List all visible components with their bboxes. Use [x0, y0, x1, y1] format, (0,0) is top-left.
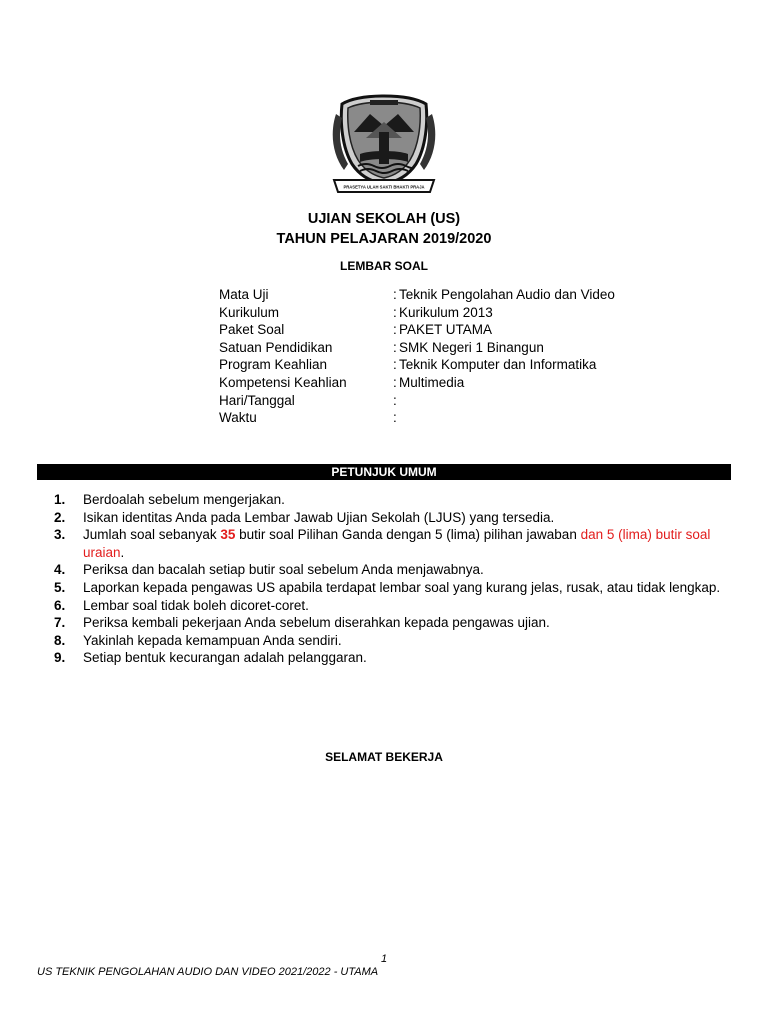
item-text-part: butir soal Pilihan Ganda dengan 5 (lima) pilihan jawaban — [235, 527, 581, 543]
item-text: Yakinlah kepada kemampuan Anda sendiri. — [83, 632, 342, 648]
item-text-end: . — [120, 544, 125, 560]
info-row-waktu — [219, 409, 615, 427]
info-row-kurikulum — [219, 304, 615, 322]
item-number: 7. — [54, 615, 66, 631]
item-number: 2. — [54, 509, 66, 525]
info-row-program-keahlian — [219, 356, 615, 374]
item-text: Lembar soal tidak boleh dicoret-coret. — [83, 597, 309, 613]
document-subtitle: LEMBAR SOAL — [340, 259, 428, 273]
item-text: Periksa kembali pekerjaan Anda sebelum diserahkan kepada pengawas ujian. — [83, 615, 550, 631]
info-value: Teknik Komputer dan Informatika — [399, 357, 597, 373]
info-value: Multimedia — [399, 374, 465, 390]
info-separator: : — [393, 392, 397, 408]
item-number: 6. — [54, 597, 66, 613]
item-text: Isikan identitas Anda pada Lembar Jawab Ujian Sekolah (LJUS) yang tersedia. — [83, 509, 555, 525]
info-separator: : — [393, 287, 397, 302]
item-text: Berdoalah sebelum mengerjakan. — [83, 492, 285, 507]
info-value: PAKET UTAMA — [399, 322, 493, 338]
item-text: Periksa dan bacalah setiap butir soal sebelum Anda menjawabnya. — [83, 562, 484, 578]
list-item — [54, 597, 724, 615]
info-value: SMK Negeri 1 Binangun — [399, 339, 544, 355]
page-title: UJIAN SEKOLAH (US) — [307, 211, 461, 227]
closing-text: SELAMAT BEKERJA — [325, 750, 443, 764]
instructions-heading: PETUNJUK UMUM — [37, 464, 731, 480]
info-label: Hari/Tanggal — [219, 392, 295, 408]
item-number: 3. — [54, 527, 66, 543]
info-value: Kurikulum 2013 — [399, 304, 493, 320]
list-item — [54, 491, 724, 509]
info-row-paket-soal — [219, 321, 615, 339]
item-number: 1. — [54, 492, 66, 507]
info-row-mata-uji — [219, 286, 615, 304]
info-separator: : — [393, 374, 397, 390]
info-separator: : — [393, 322, 397, 338]
list-item — [54, 579, 724, 597]
info-row-satuan-pendidikan — [219, 339, 615, 357]
info-label: Mata Uji — [219, 287, 269, 302]
info-row-kompetensi-keahlian — [219, 374, 615, 392]
item-text: Laporkan kepada pengawas US apabila terdapat lembar soal yang kurang jelas, rusak, atau tidak lengkap. — [83, 579, 721, 595]
info-row-hari-tanggal — [219, 392, 615, 410]
page-number: 1 — [380, 953, 388, 965]
item-number: 5. — [54, 579, 66, 595]
list-item — [54, 614, 724, 632]
info-label: Satuan Pendidikan — [219, 339, 333, 355]
list-item — [54, 509, 724, 527]
academic-year-title: TAHUN PELAJARAN 2019/2020 — [276, 231, 492, 247]
info-label: Kompetensi Keahlian — [219, 374, 347, 390]
info-label: Kurikulum — [219, 304, 280, 320]
list-item — [54, 649, 724, 667]
list-item — [54, 526, 724, 561]
info-label: Program Keahlian — [219, 357, 328, 373]
item-text: Setiap bentuk kecurangan adalah pelanggaran. — [83, 650, 367, 666]
item-number: 8. — [54, 632, 66, 648]
item-text — [83, 526, 723, 561]
question-count: 35 — [220, 527, 236, 543]
info-separator: : — [393, 357, 397, 373]
info-separator: : — [393, 304, 397, 320]
exam-info-table — [219, 286, 615, 427]
provincial-seal-icon — [330, 92, 438, 196]
info-separator: : — [393, 339, 397, 355]
instructions-list — [54, 491, 724, 667]
essay-note: dan 5 (lima) butir soal uraian — [83, 527, 711, 560]
emblem-ribbon-text: PRASETYA ULAH SAKTI BHAKTI PRAJA — [343, 184, 425, 190]
item-text-part: Jumlah soal sebanyak — [83, 527, 221, 543]
list-item — [54, 632, 724, 650]
list-item — [54, 561, 724, 579]
item-number: 9. — [54, 650, 66, 666]
footer-text: US TEKNIK PENGOLAHAN AUDIO DAN VIDEO 2021/2022 - UTAMA — [37, 966, 379, 978]
info-label: Waktu — [219, 410, 257, 426]
info-separator: : — [393, 410, 397, 426]
info-value: Teknik Pengolahan Audio dan Video — [399, 287, 615, 302]
item-number: 4. — [54, 562, 66, 578]
info-label: Paket Soal — [219, 322, 285, 338]
